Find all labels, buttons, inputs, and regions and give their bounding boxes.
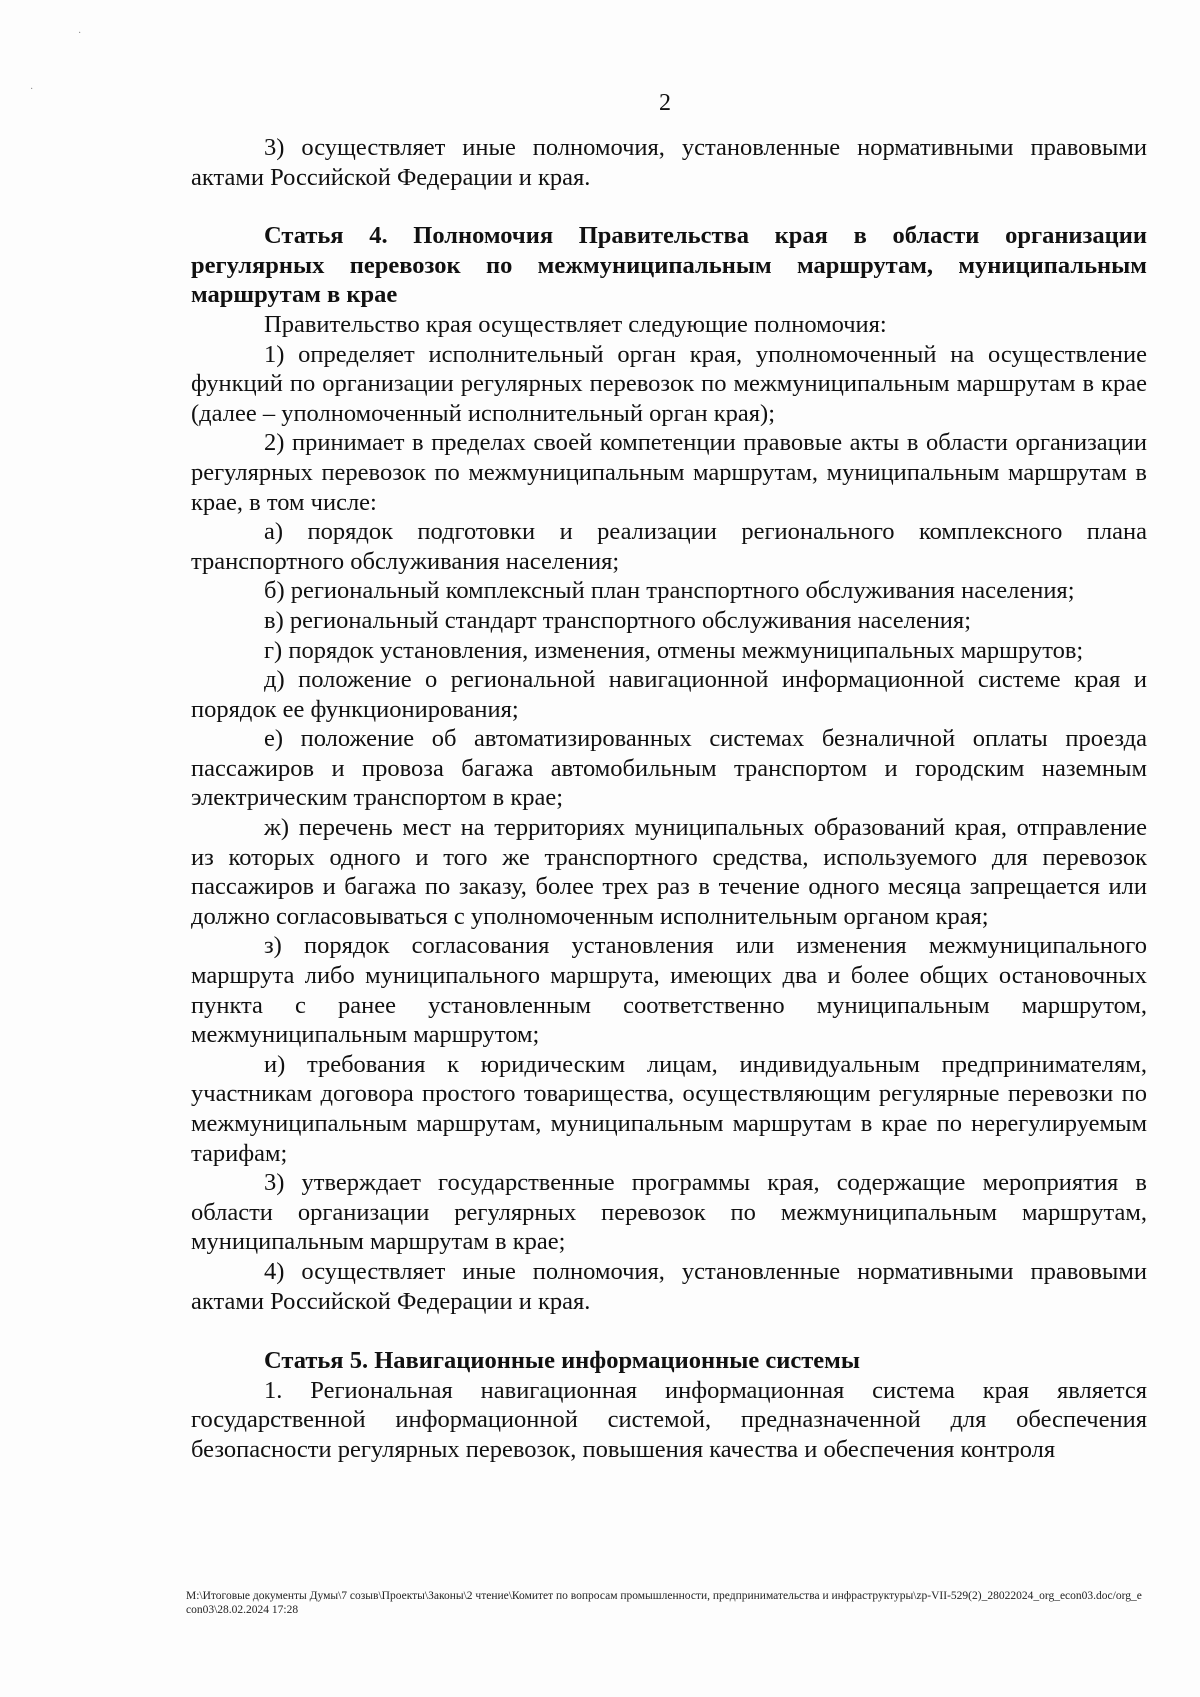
article-4-paragraph: д) положение о региональной навигационной информационной системе края и порядок ее функционирования; xyxy=(191,666,1147,723)
article-4-paragraph: и) требования к юридическим лицам, индивидуальным предпринимателям, участникам договора простого товарищества, осуществляющим регулярные перевозки по межмуниципальным маршрутам, муниципальным маршрутам в крае по нерегулируемым тарифам; xyxy=(191,1050,1147,1167)
article-4-paragraph: 2) принимает в пределах своей компетенции правовые акты в области организации регулярных перевозок по межмуниципальным маршрутам, муниципальным маршрутам в крае, в том числе: xyxy=(191,429,1147,516)
article-4-paragraph: Правительство края осуществляет следующие полномочия: xyxy=(264,310,887,338)
article-5-heading: Статья 5. Навигационные информационные системы xyxy=(264,1347,860,1375)
article-4-paragraph: 3) утверждает государственные программы края, содержащие мероприятия в области организации регулярных перевозок по межмуниципальным маршрутам, муниципальным маршрутам в крае; xyxy=(191,1169,1147,1256)
document-footer-path: M:\Итоговые документы Думы\7 созыв\Проекты\Законы\2 чтение\Комитет по вопросам промышленности, предпринимательства и инфраструктуры\zp-VII-529(2)_28022024_org_econ03.doc/org_econ03\28.02.2024 17:28 xyxy=(186,1590,1142,1616)
article-5-paragraph: 1. Региональная навигационная информационная система края является государственной информационной системой, предназначенной для обеспечения безопасности регулярных перевозок, повышения качества и обеспечения контроля xyxy=(191,1376,1147,1463)
article-4-paragraph: з) порядок согласования установления или изменения межмуниципального маршрута либо муниципального маршрута, имеющих два и более общих остановочных пункта с ранее установленным соответственно муниципальным маршрутом, межмуниципальным маршрутом; xyxy=(191,932,1147,1049)
scan-speck: · xyxy=(30,84,34,95)
article-4-paragraph: б) региональный комплексный план транспортного обслуживания населения; xyxy=(264,577,1075,605)
article-4-paragraph: ж) перечень мест на территориях муниципальных образований края, отправление из которых одного и того же транспортного средства, используемого для перевозок пассажиров и багажа по заказу, более трех раз в течение одного месяца запрещается или должно согласовываться с уполномоченным исполнительным органом края; xyxy=(191,814,1147,930)
article-4-paragraph: 1) определяет исполнительный орган края, уполномоченный на осуществление функций по организации регулярных перевозок по межмуниципальным маршрутам в крае (далее – уполномоченный исполнительный орган края); xyxy=(191,340,1147,427)
scan-speck: · xyxy=(78,28,82,39)
paragraph-top-1: 3) осуществляет иные полномочия, установленные нормативными правовыми актами Российской Федерации и края. xyxy=(191,134,1147,191)
article-4-paragraph: г) порядок установления, изменения, отмены межмуниципальных маршрутов; xyxy=(264,636,1084,664)
document-body xyxy=(191,133,1147,1465)
article-4-heading: Статья 4. Полномочия Правительства края в области организации регулярных перевозок по межмуниципальным маршрутам, муниципальным маршрутам в крае xyxy=(191,222,1147,309)
page-number: 2 xyxy=(659,90,671,116)
article-4-paragraph: е) положение об автоматизированных системах безналичной оплаты проезда пассажиров и провоза багажа автомобильным транспортом и городским наземным электрическим транспортом в крае; xyxy=(191,725,1147,812)
article-4-paragraph: а) порядок подготовки и реализации регионального комплексного плана транспортного обслуживания населения; xyxy=(191,518,1147,575)
article-4-paragraph: в) региональный стандарт транспортного обслуживания населения; xyxy=(264,606,971,634)
article-4-paragraph: 4) осуществляет иные полномочия, установленные нормативными правовыми актами Российской Федерации и края. xyxy=(191,1257,1147,1315)
